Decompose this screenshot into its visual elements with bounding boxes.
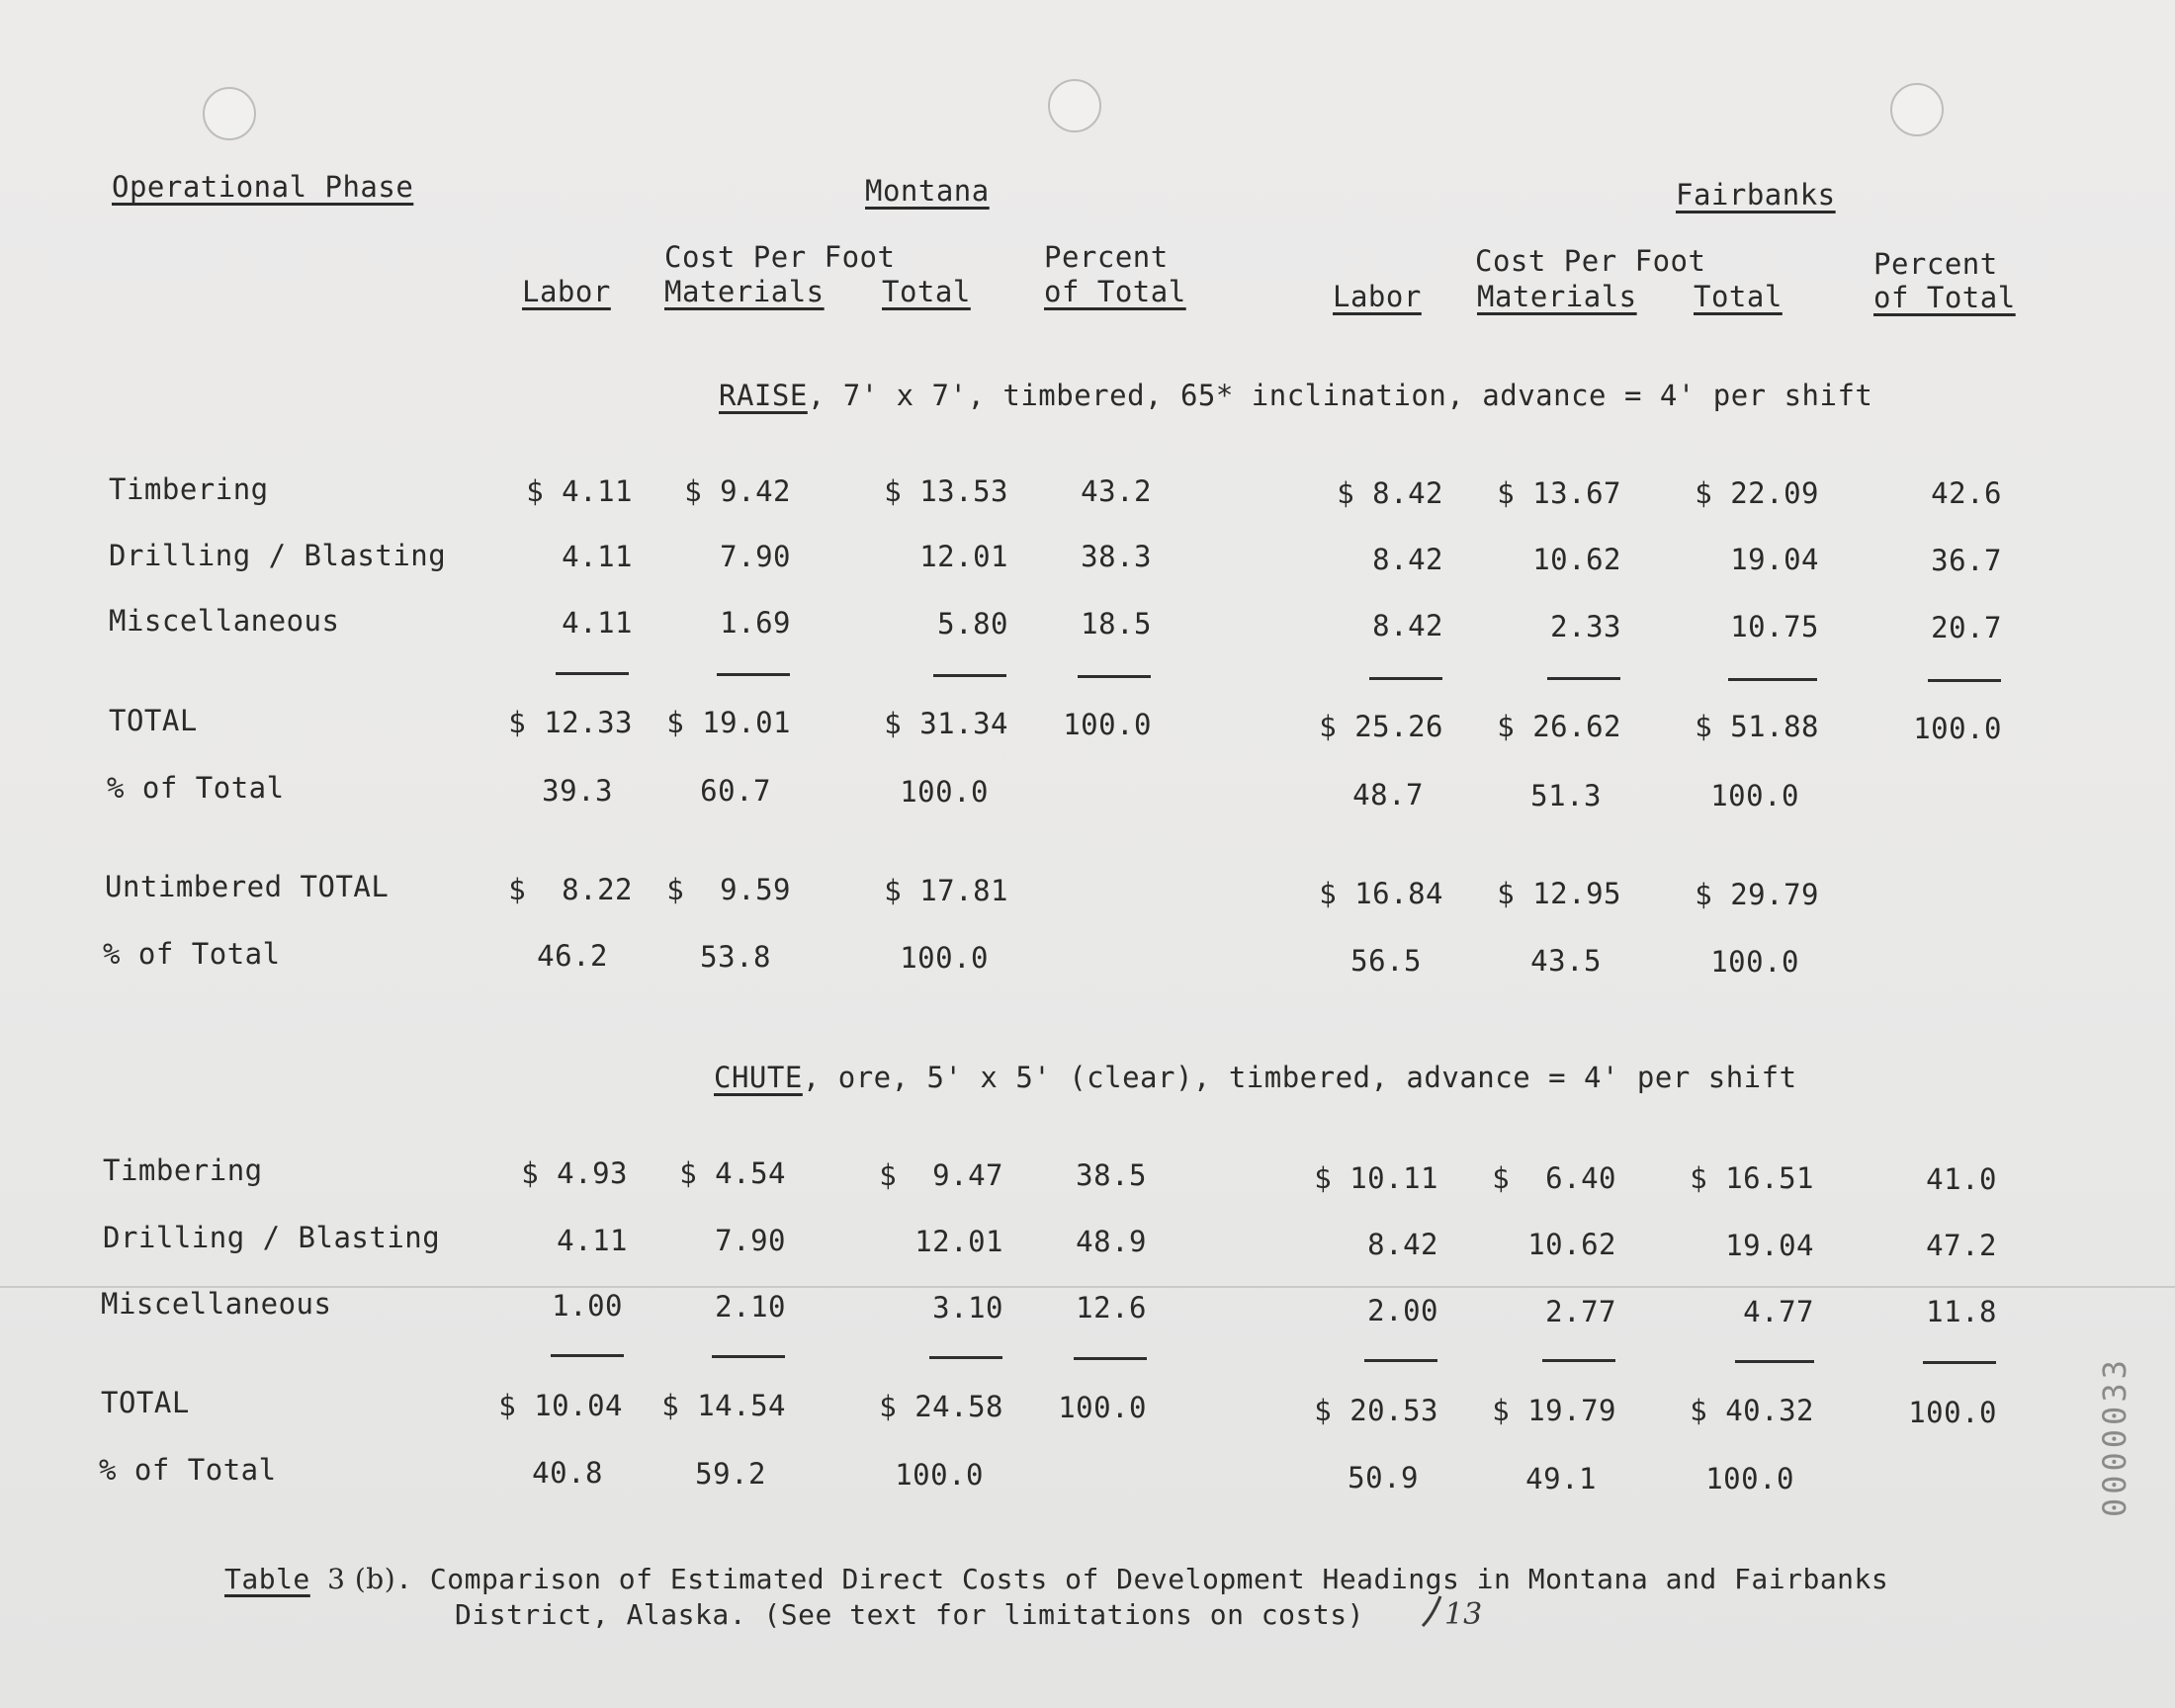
raise-cell: 8.42 xyxy=(1372,609,1443,642)
chute-cell: 3.10 xyxy=(932,1291,1003,1324)
raise-cell: 46.2 xyxy=(537,939,608,973)
header-montana-materials: Materials xyxy=(664,275,825,308)
raise-cell: 100.0 xyxy=(1710,945,1799,979)
sum-rule xyxy=(712,1355,785,1358)
raise-cell: 100.0 xyxy=(1913,712,2002,745)
chute-row-label: TOTAL xyxy=(101,1386,190,1419)
header-montana: Montana xyxy=(865,174,990,208)
raise-cell: $ 13.67 xyxy=(1497,476,1621,510)
table-caption-line-2: District, Alaska. (See text for limitations on costs) xyxy=(455,1598,1364,1631)
bates-stamp: 0000033 xyxy=(2096,1356,2133,1517)
chute-cell: 49.1 xyxy=(1525,1462,1597,1495)
section-title-raise xyxy=(719,379,1872,412)
chute-cell: 50.9 xyxy=(1348,1461,1419,1494)
raise-cell: 20.7 xyxy=(1931,611,2002,644)
raise-cell: $ 16.84 xyxy=(1319,877,1443,910)
raise-cell: 100.0 xyxy=(1710,779,1799,812)
raise-cell: 36.7 xyxy=(1931,544,2002,577)
section-chute-word: CHUTE xyxy=(714,1061,803,1094)
sum-rule xyxy=(551,1354,624,1357)
caption-table-number: 3 (b) xyxy=(327,1563,396,1595)
header-fairbanks-materials: Materials xyxy=(1477,280,1637,313)
raise-cell: 42.6 xyxy=(1931,476,2002,510)
chute-cell: $ 4.93 xyxy=(521,1156,628,1190)
header-montana-labor: Labor xyxy=(522,275,611,308)
punch-hole-left xyxy=(203,87,256,140)
chute-cell: 1.00 xyxy=(552,1289,623,1323)
section-raise-word: RAISE xyxy=(719,379,808,412)
chute-cell: 41.0 xyxy=(1926,1162,1997,1196)
header-fairbanks-labor: Labor xyxy=(1333,280,1422,313)
raise-cell: 60.7 xyxy=(700,774,771,808)
chute-cell: $ 4.54 xyxy=(679,1156,786,1190)
raise-cell: 10.62 xyxy=(1532,543,1621,576)
sum-rule xyxy=(1364,1359,1437,1362)
chute-cell: 19.04 xyxy=(1725,1229,1814,1262)
raise-cell: $ 4.11 xyxy=(526,474,633,508)
raise-row-label: TOTAL xyxy=(109,704,198,737)
chute-row-label: % of Total xyxy=(99,1453,277,1487)
raise-cell: 19.04 xyxy=(1730,543,1819,576)
chute-cell: $ 20.53 xyxy=(1314,1394,1438,1427)
header-montana-of-total: of Total xyxy=(1044,275,1186,308)
raise-cell: $ 8.42 xyxy=(1337,476,1443,510)
raise-cell: 10.75 xyxy=(1730,610,1819,643)
caption-table-word: Table xyxy=(224,1563,310,1595)
handwritten-page-mark-icon xyxy=(1419,1586,1483,1634)
header-operational-phase: Operational Phase xyxy=(112,170,414,204)
raise-cell: 4.11 xyxy=(562,540,633,573)
raise-row-label: Timbering xyxy=(109,472,269,506)
chute-cell: 2.77 xyxy=(1545,1295,1616,1328)
table-caption-line-1 xyxy=(224,1562,1888,1597)
chute-cell: 100.0 xyxy=(1705,1462,1794,1495)
section-raise-rest: , 7' x 7', timbered, 65* inclination, advance = 4' per shift xyxy=(807,379,1873,412)
raise-cell: $ 13.53 xyxy=(884,474,1008,508)
raise-cell: $ 9.59 xyxy=(666,873,791,906)
chute-cell: 40.8 xyxy=(532,1456,603,1490)
raise-cell: $ 12.33 xyxy=(508,706,633,739)
raise-cell: 12.01 xyxy=(919,540,1008,573)
header-montana-percent: Percent xyxy=(1044,240,1169,274)
header-montana-total: Total xyxy=(882,275,971,308)
chute-cell: 12.6 xyxy=(1076,1291,1147,1324)
chute-cell: 7.90 xyxy=(715,1224,786,1257)
header-fairbanks-total: Total xyxy=(1694,280,1783,313)
header-fairbanks: Fairbanks xyxy=(1676,178,1836,212)
sum-rule xyxy=(1547,677,1620,680)
raise-cell: $ 29.79 xyxy=(1695,878,1819,911)
raise-cell: $ 12.95 xyxy=(1497,877,1621,910)
raise-cell: $ 22.09 xyxy=(1695,476,1819,510)
raise-row-label: % of Total xyxy=(107,771,285,805)
raise-cell: 7.90 xyxy=(720,540,791,573)
chute-cell: 11.8 xyxy=(1926,1295,1997,1328)
raise-cell: $ 8.22 xyxy=(508,873,633,906)
raise-cell: $ 17.81 xyxy=(884,874,1008,907)
sum-rule xyxy=(1078,675,1151,678)
raise-cell: $ 51.88 xyxy=(1695,710,1819,743)
raise-cell: 100.0 xyxy=(1063,708,1152,741)
chute-cell: $ 6.40 xyxy=(1492,1161,1616,1195)
raise-cell: 2.33 xyxy=(1550,610,1621,643)
chute-cell: 10.62 xyxy=(1527,1228,1616,1261)
sum-rule xyxy=(1542,1359,1615,1362)
sum-rule xyxy=(1923,1361,1996,1364)
section-title-chute xyxy=(714,1061,1797,1094)
raise-cell: 18.5 xyxy=(1081,607,1152,640)
header-fairbanks-percent: Percent xyxy=(1873,247,1998,281)
sum-rule xyxy=(929,1356,1002,1359)
chute-cell: $ 40.32 xyxy=(1690,1394,1814,1427)
chute-row-label: Drilling / Blasting xyxy=(103,1221,441,1254)
caption-line-1-text: . Comparison of Estimated Direct Costs of Development Headings in Montana and Fairbanks xyxy=(395,1563,1889,1595)
chute-cell: $ 16.51 xyxy=(1690,1161,1814,1195)
header-montana-cost-per-foot: Cost Per Foot xyxy=(664,240,896,274)
sum-rule xyxy=(1728,678,1817,681)
sum-rule xyxy=(717,673,790,676)
raise-cell: $ 31.34 xyxy=(884,707,1008,740)
raise-cell: 56.5 xyxy=(1350,944,1422,978)
raise-cell: 100.0 xyxy=(900,941,989,975)
header-fairbanks-cost-per-foot: Cost Per Foot xyxy=(1475,244,1706,278)
chute-row-label: Timbering xyxy=(103,1153,263,1187)
raise-cell: 48.7 xyxy=(1352,778,1424,811)
raise-cell: 43.5 xyxy=(1530,944,1602,978)
chute-cell: 2.00 xyxy=(1367,1294,1438,1327)
sum-rule xyxy=(1074,1357,1147,1360)
raise-row-label: % of Total xyxy=(103,937,281,971)
sum-rule xyxy=(1735,1360,1814,1363)
raise-row-label: Miscellaneous xyxy=(109,604,340,638)
raise-cell: 53.8 xyxy=(700,940,771,974)
chute-cell: $ 19.79 xyxy=(1492,1394,1616,1427)
section-chute-rest: , ore, 5' x 5' (clear), timbered, advance = 4' per shift xyxy=(802,1061,1797,1094)
punch-hole-center xyxy=(1048,79,1101,132)
chute-cell: 100.0 xyxy=(1058,1391,1147,1424)
sum-rule xyxy=(556,672,629,675)
raise-cell: 51.3 xyxy=(1530,779,1602,812)
chute-cell: 59.2 xyxy=(695,1457,766,1491)
sum-rule xyxy=(1928,679,2001,682)
raise-cell: 5.80 xyxy=(937,607,1008,640)
chute-cell: $ 10.04 xyxy=(498,1389,623,1422)
raise-row-label: Drilling / Blasting xyxy=(109,539,447,572)
chute-cell: 12.01 xyxy=(914,1225,1003,1258)
chute-cell: $ 24.58 xyxy=(879,1390,1003,1423)
chute-cell: 48.9 xyxy=(1076,1225,1147,1258)
raise-cell: 38.3 xyxy=(1081,540,1152,573)
raise-cell: 1.69 xyxy=(720,606,791,640)
raise-cell: 100.0 xyxy=(900,775,989,809)
raise-cell: $ 26.62 xyxy=(1497,710,1621,743)
raise-cell: 43.2 xyxy=(1081,474,1152,508)
raise-cell: $ 25.26 xyxy=(1319,710,1443,743)
raise-cell: 4.11 xyxy=(562,606,633,640)
chute-cell: $ 10.11 xyxy=(1314,1161,1438,1195)
header-fairbanks-of-total: of Total xyxy=(1873,281,2016,314)
page-mark-number: 13 xyxy=(1444,1597,1483,1632)
chute-cell: 100.0 xyxy=(1908,1396,1997,1429)
chute-cell: 100.0 xyxy=(895,1458,984,1492)
raise-cell: 8.42 xyxy=(1372,543,1443,576)
raise-cell: $ 19.01 xyxy=(666,706,791,739)
raise-row-label: Untimbered TOTAL xyxy=(105,870,390,903)
chute-row-label: Miscellaneous xyxy=(101,1287,332,1321)
chute-cell: 8.42 xyxy=(1367,1228,1438,1261)
chute-cell: $ 14.54 xyxy=(661,1389,786,1422)
raise-cell: $ 9.42 xyxy=(684,474,791,508)
chute-cell: 47.2 xyxy=(1926,1229,1997,1262)
sum-rule xyxy=(933,674,1006,677)
chute-cell: 4.77 xyxy=(1743,1295,1814,1328)
page-mark-signature xyxy=(1419,1586,1483,1638)
chute-cell: 2.10 xyxy=(715,1290,786,1324)
sum-rule xyxy=(1369,677,1442,680)
raise-cell: 39.3 xyxy=(542,774,613,808)
chute-cell: 4.11 xyxy=(557,1224,628,1257)
punch-hole-right xyxy=(1890,83,1944,136)
chute-cell: 38.5 xyxy=(1076,1158,1147,1192)
chute-cell: $ 9.47 xyxy=(879,1158,1003,1192)
